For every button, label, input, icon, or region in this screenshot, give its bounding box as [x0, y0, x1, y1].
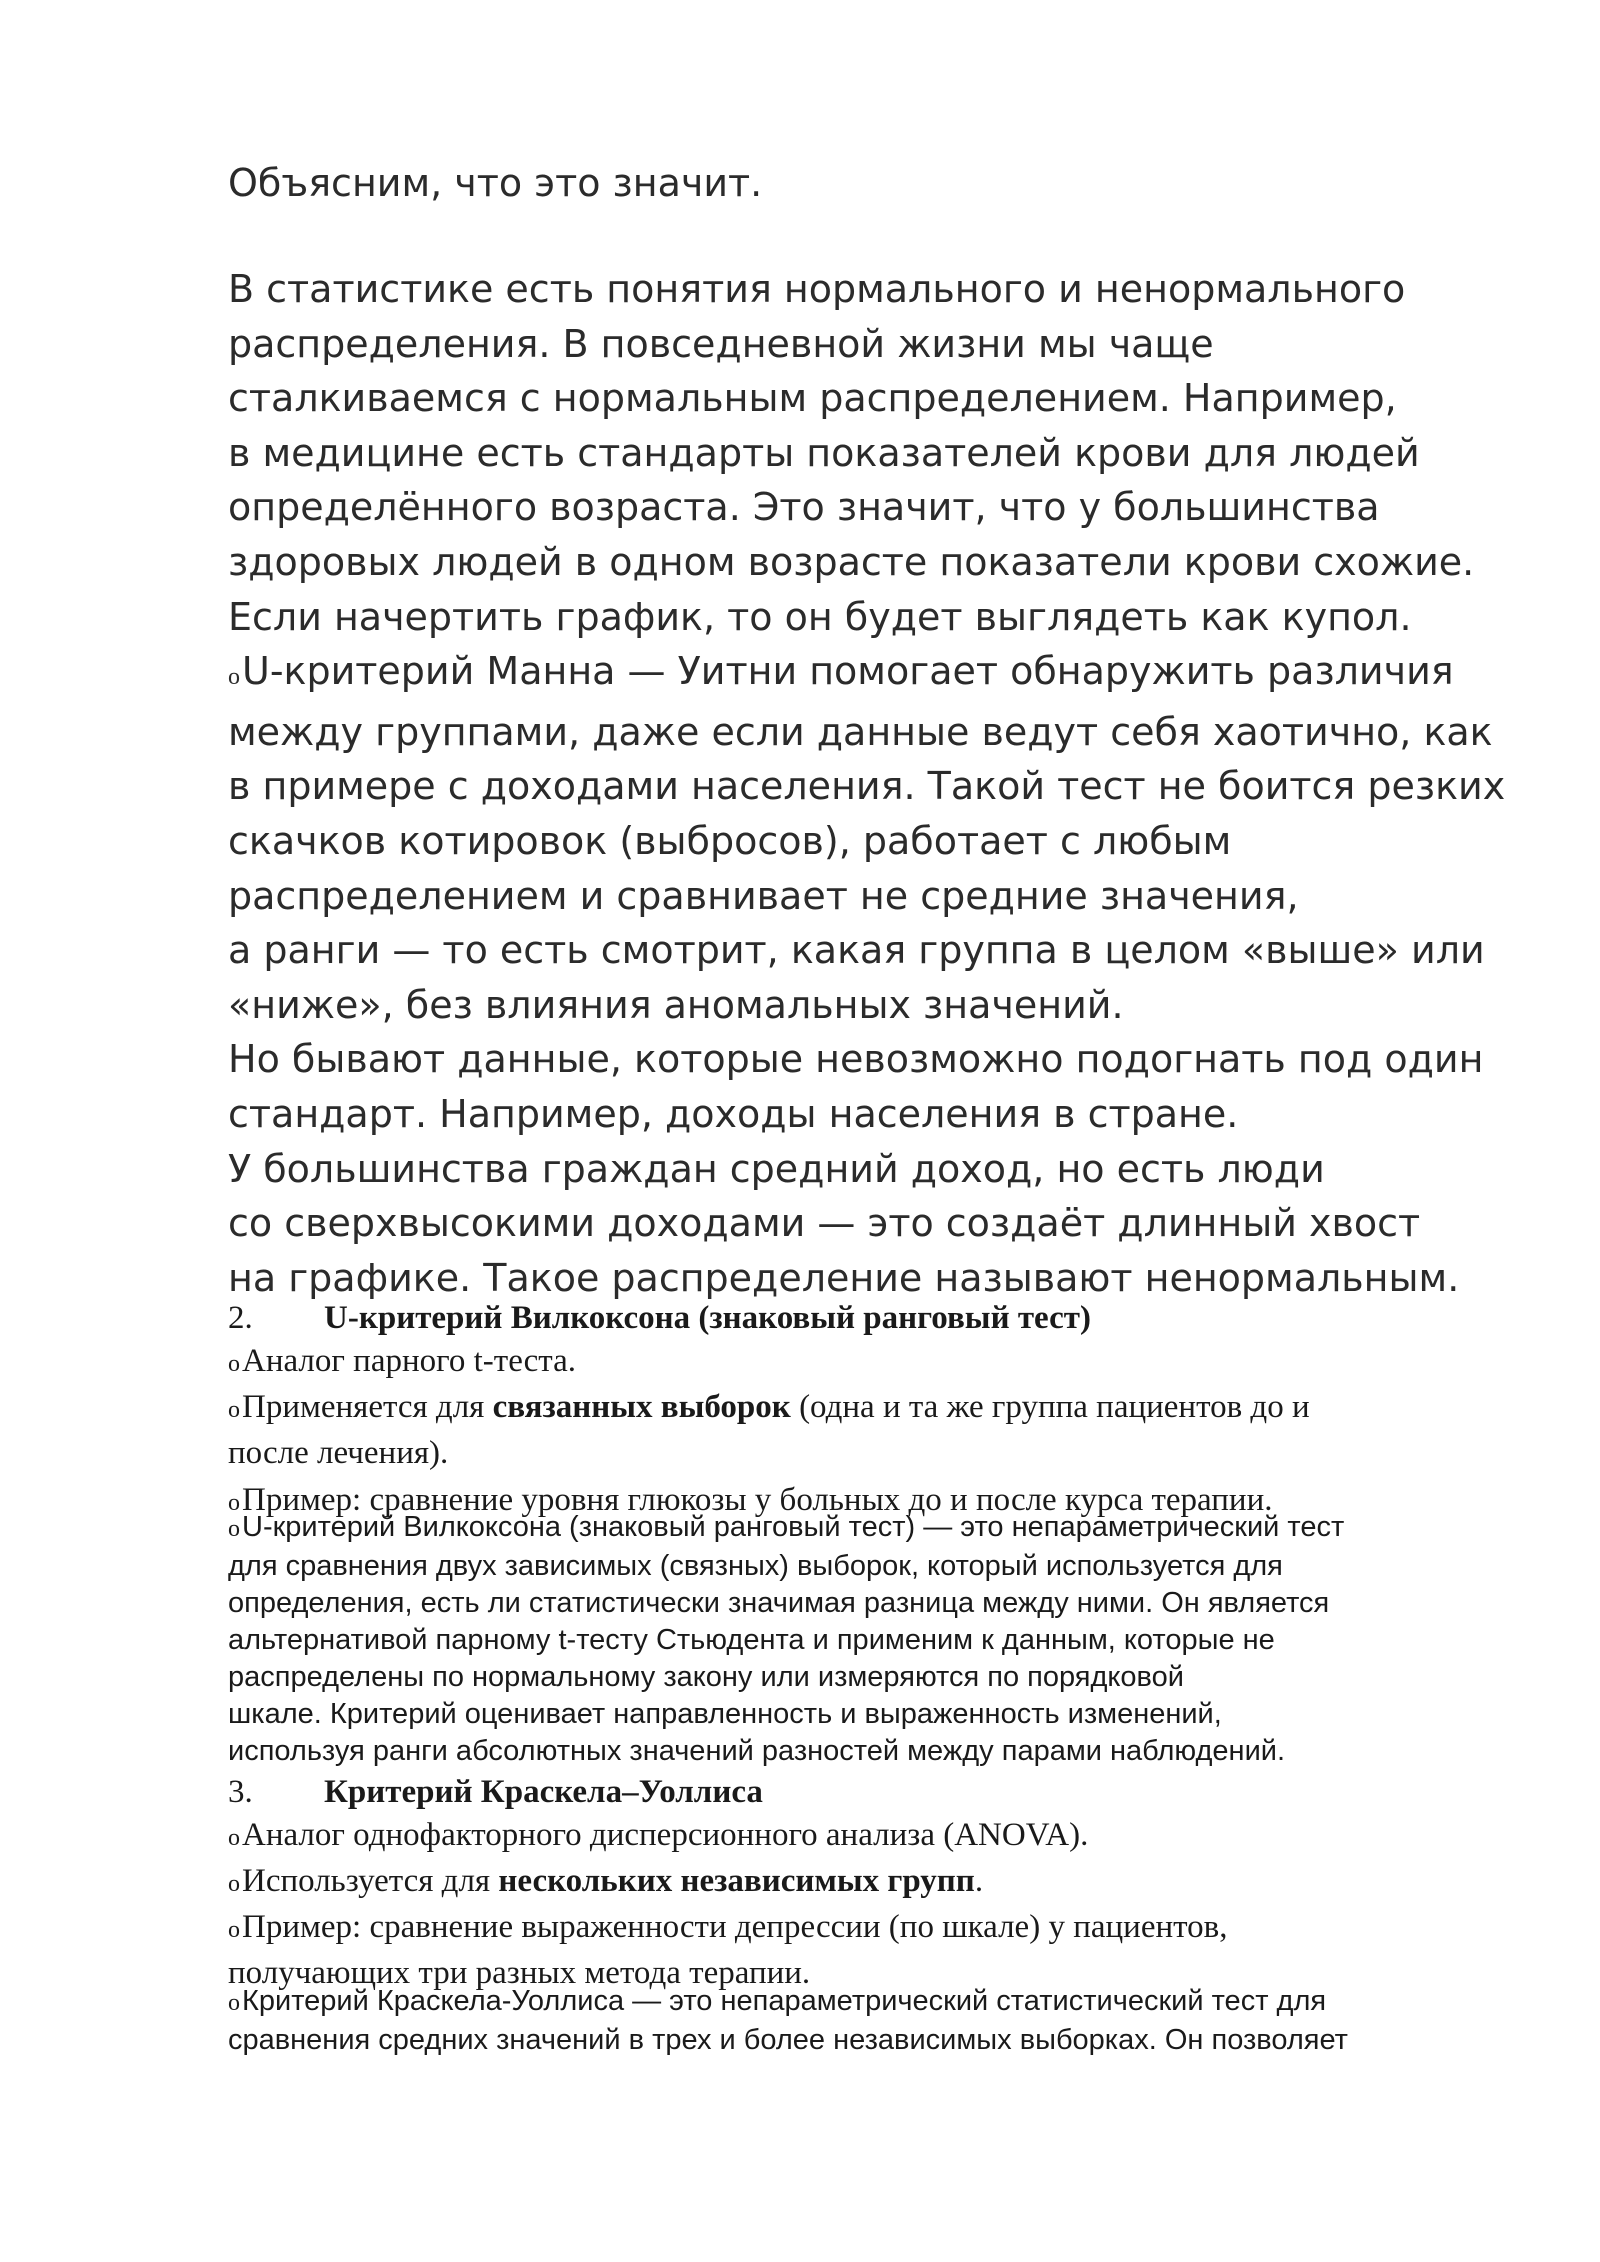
text-line: между группами, даже если данные ведут себя хаотично, как: [228, 709, 1493, 754]
text-line: здоровых людей в одном возрасте показатели крови схожие.: [228, 539, 1475, 584]
text-line: в медицине есть стандарты показателей крови для людей: [228, 430, 1420, 475]
text-line: oКритерий Краскела-Уоллиса — это непараметрический статистический тест для: [228, 1985, 1327, 2017]
intro-paragraph-normal-distribution: [228, 262, 1505, 1305]
text-line: Если начертить график, то он будет выглядеть как купол.: [228, 594, 1412, 639]
text-line: альтернативой парному t-тесту Стьюдента и применим к данным, которые не: [228, 1624, 1275, 1656]
text-line: «ниже», без влияния аномальных значений.: [228, 982, 1124, 1027]
text-line: после лечения).: [228, 1435, 449, 1471]
text-line: на графике. Такое распределение называют ненормальным.: [228, 1255, 1460, 1300]
section-3-description: [228, 1983, 1348, 2059]
list-item: oПрименяется для связанных выборок (одна и та же группа пациентов до и: [228, 1389, 1310, 1425]
text-line: сталкиваемся с нормальным распределением. Например,: [228, 376, 1397, 421]
text-line: со сверхвысокими доходами — это создаёт длинный хвост: [228, 1201, 1421, 1246]
section-3: [228, 1771, 1227, 1995]
text-line: У большинства граждан средний доход, но есть люди: [228, 1146, 1325, 1191]
text-line: стандарт. Например, доходы населения в стране.: [228, 1091, 1239, 1136]
list-item: oПример: сравнение уровня глюкозы у больных до и после курса терапии.: [228, 1482, 1273, 1518]
bullet-marker: o: [228, 664, 240, 691]
text-line: распределены по нормальному закону или измеряются по порядковой: [228, 1661, 1184, 1693]
intro-heading: Объясним, что это значит.: [228, 161, 763, 205]
list-item: oАналог однофакторного дисперсионного анализа (ANOVA).: [228, 1817, 1089, 1853]
text-line: oU-критерий Вилкоксона (знаковый ранговый тест) — это непараметрический тест: [228, 1511, 1345, 1543]
text-line: В статистике есть понятия нормального и ненормального: [228, 267, 1406, 311]
text-line: Но бывают данные, которые невозможно подогнать под один: [228, 1037, 1484, 1082]
text-line: определения, есть ли статистически значимая разница между ними. Он является: [228, 1587, 1330, 1619]
text-line: а ранги — то есть смотрит, какая группа в целом «выше» или: [228, 928, 1485, 973]
bullet-mann-whitney: oU-критерий Манна — Уитни помогает обнаружить различия: [228, 649, 1454, 694]
section-2-description: [228, 1509, 1344, 1770]
text-line: распределения. В повседневной жизни мы чаще: [228, 321, 1214, 366]
text-line: распределением и сравнивает не средние значения,: [228, 873, 1299, 918]
section-2: [228, 1297, 1310, 1525]
text-line: используя ранги абсолютных значений разностей между парами наблюдений.: [228, 1735, 1286, 1767]
text-line: сравнения средних значений в трех и более независимых выборках. Он позволяет: [228, 2024, 1348, 2056]
text-line: получающих три разных метода терапии.: [228, 1955, 811, 1991]
list-item: oПример: сравнение выраженности депрессии (по шкале) у пациентов,: [228, 1909, 1228, 1945]
text-line: определённого возраста. Это значит, что у большинства: [228, 485, 1380, 530]
text-line: в примере с доходами населения. Такой тест не боится резких: [228, 764, 1506, 809]
text-line: шкале. Критерий оценивает направленность и выраженность изменений,: [228, 1698, 1222, 1730]
text-line: скачков котировок (выбросов), работает с любым: [228, 818, 1232, 863]
list-item: oАналог парного t-теста.: [228, 1343, 577, 1379]
section-2-heading: 2. U-критерий Вилкоксона (знаковый ранговый тест): [228, 1300, 1091, 1336]
list-item: oИспользуется для нескольких независимых групп.: [228, 1863, 984, 1899]
text-line: для сравнения двух зависимых (связных) выборок, который используется для: [228, 1550, 1283, 1582]
section-3-heading: 3. Критерий Краскела–Уоллиса: [228, 1774, 763, 1810]
